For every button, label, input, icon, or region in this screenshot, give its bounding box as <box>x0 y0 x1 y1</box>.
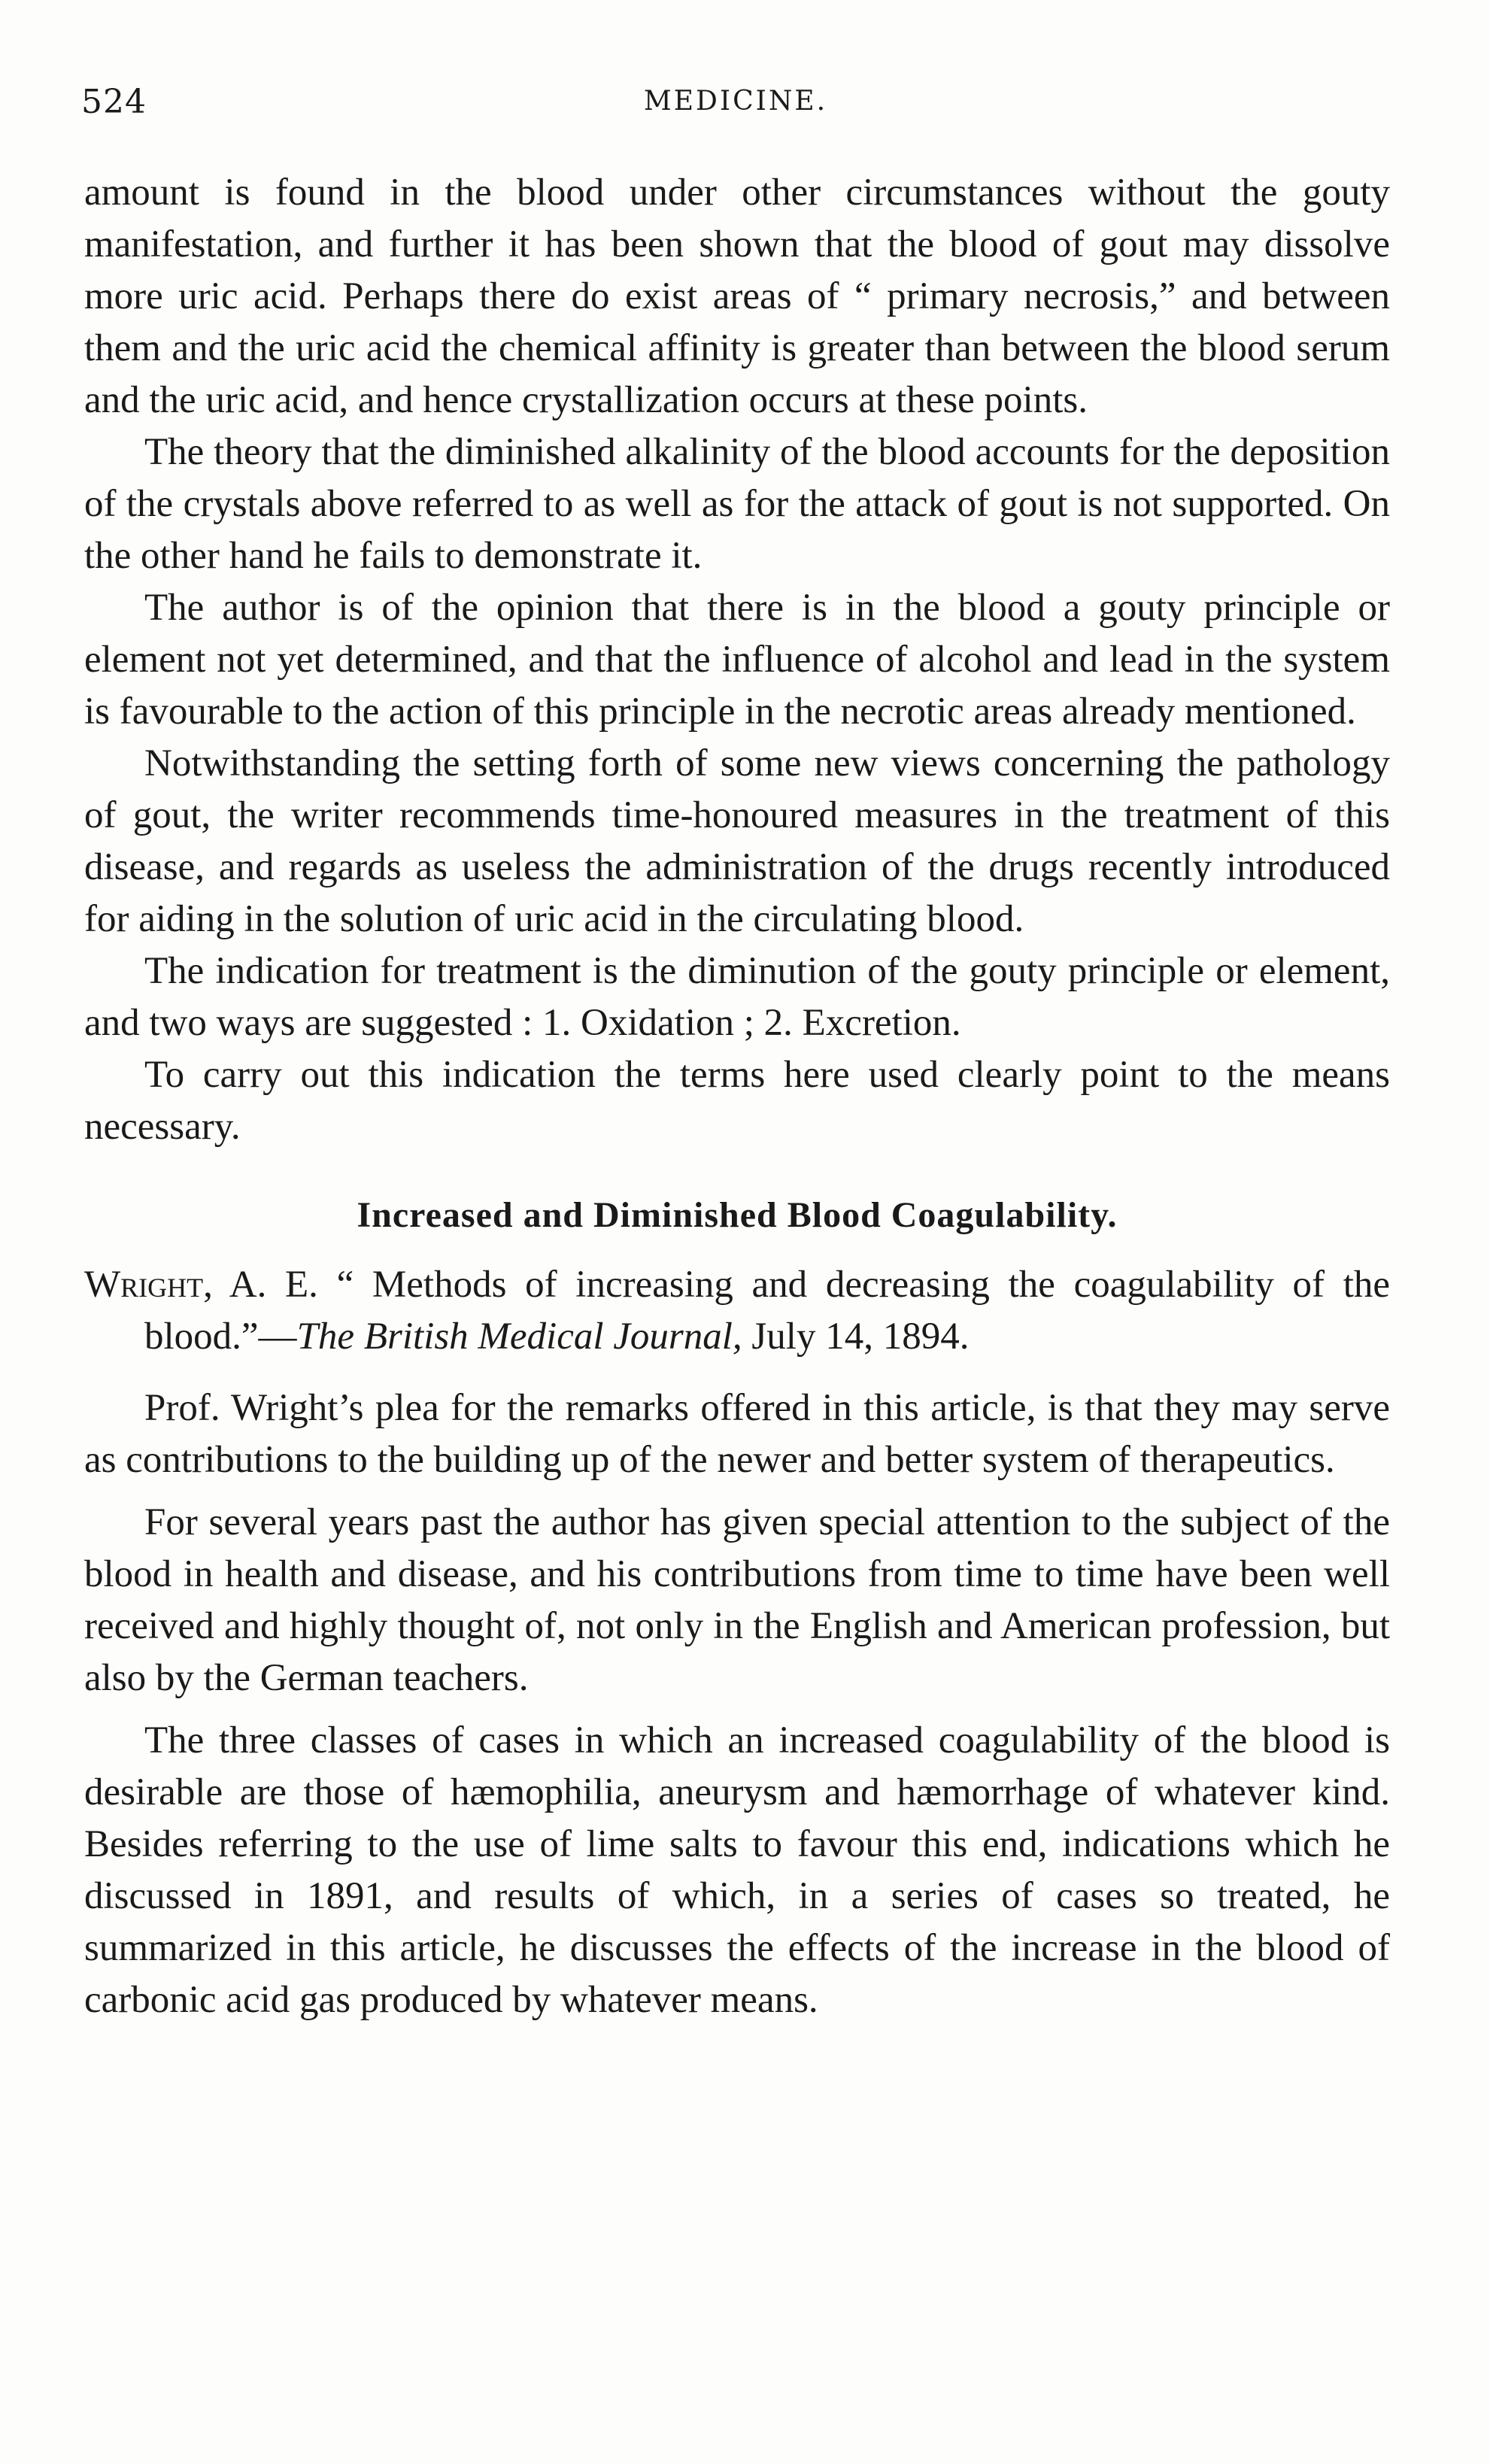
paragraph-continued: amount is found in the blood under other circumstances without the gouty manifestation, and further it has been shown that the blood of gout may dissolve more uric acid. Perhaps there do exist areas of “ primary necrosis,” and between them and the uric acid the chemical affinity is greater than between the blood serum and the uric acid, and hence crystallization occurs at these points. <box>84 171 1390 421</box>
citation <box>84 1259 1390 1363</box>
paragraph: The author is of the opinion that there is in the blood a gouty principle or element not yet determined, and that the influence of alcohol and lead in the system is favourable to the action of this principle in the necrotic areas already mentioned. <box>84 587 1390 733</box>
citation-author: Wright, A. E. <box>84 1264 318 1306</box>
page-number: 524 <box>81 83 147 121</box>
running-head <box>81 83 1390 135</box>
paragraph: For several years past the author has given special attention to the subject of the blood in health and disease, and his contributions from time to time have been well received and highly thought of, not only in the English and American profession, but also by the German teachers. <box>84 1501 1390 1699</box>
paragraph: The theory that the diminished alkalinity of the blood accounts for the deposition of the crystals above referred to as well as for the attack of gout is not supported. On the other hand he fails to demonstrate it. <box>84 431 1390 577</box>
section-heading: Increased and Diminished Blood Coagulability. <box>357 1195 1118 1235</box>
page-body <box>84 167 1390 2026</box>
paragraph: The indication for treatment is the diminution of the gouty principle or element, and two ways are suggested : 1. Oxidation ; 2. Excretion. <box>84 950 1390 1044</box>
paragraph: Notwithstanding the setting forth of some new views concerning the pathology of gout, the writer recommends time-honoured measures in the treatment of this disease, and regards as useless the administration of the drugs recently introduced for aiding in the solution of uric acid in the circulating blood. <box>84 742 1390 940</box>
paragraph: Prof. Wright’s plea for the remarks offered in this article, is that they may serve as contributions to the building up of the newer and better system of therapeutics. <box>84 1387 1390 1481</box>
paragraph: To carry out this indication the terms here used clearly point to the means necessary. <box>84 1054 1390 1148</box>
citation-journal: The British Medical Journal, <box>296 1315 742 1358</box>
citation-date: July 14, 1894. <box>742 1315 970 1358</box>
running-title: MEDICINE. <box>643 86 828 117</box>
paragraph: The three classes of cases in which an increased coagulability of the blood is desirable are those of hæmophilia, aneurysm and hæmorrhage of whatever kind. Besides referring to the use of lime salts to favour this end, indications which he discussed in 1891, and results of which, in a series of cases so treated, he summarized in this article, he discusses the effects of the increase in the blood of carbonic acid gas produced by whatever means. <box>84 1719 1390 2021</box>
citation-title: “ Methods of increasing and decreasing the coagulability of the blood.”— <box>144 1264 1391 1358</box>
